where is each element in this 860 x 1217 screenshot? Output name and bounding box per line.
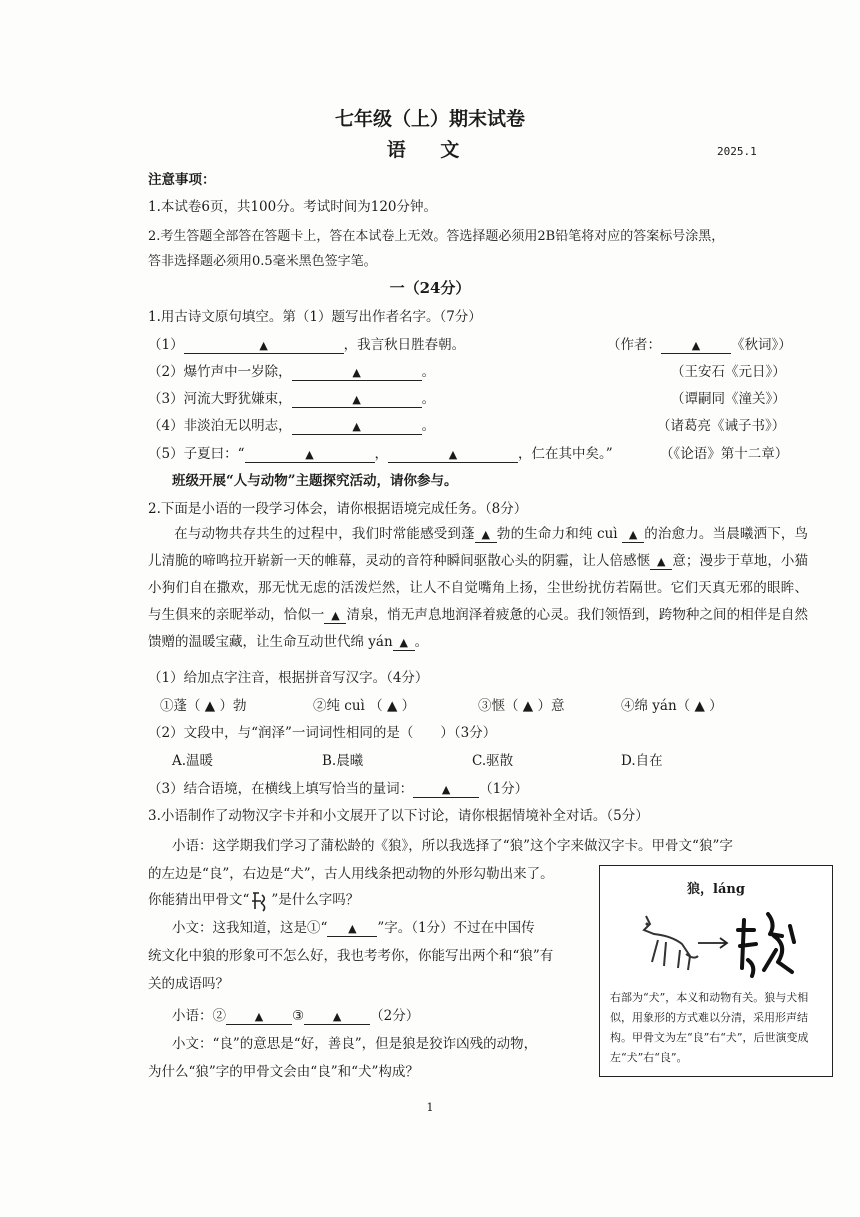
answer-blank[interactable]: ▲ [184, 337, 344, 354]
answer-blank[interactable]: ▲ [622, 526, 644, 543]
card-explanation: 右部为“犬”，本义和动物有关。狼与犬相似，用象形的方式难以分清，采用形声结构。甲骨文为左“良”右“犬”，后世演变成左“犬”右“良”。 [610, 991, 809, 1064]
answer-blank[interactable]: ▲ [413, 781, 479, 798]
q1-item-4: （4）非淡泊无以明志， ▲ 。 [148, 418, 436, 434]
q2-sub2: （2）文段中，与“润泽”一词词性相同的是（ ）（3分） [148, 725, 497, 741]
q3-line-8: 小文：“良”的意思是“好，善良”，但是狼是狡诈凶残的动物， [172, 1036, 538, 1052]
q3-line-5: 统文化中狼的形象可不怎么好，我也考考你，你能写出两个和“狼”有 [148, 948, 554, 964]
q2-sub1-item-1[interactable]: ①蓬（ ▲ ）勃 [160, 698, 247, 714]
q2-sub1: （1）给加点字注音，根据拼音写汉字。（4分） [148, 670, 429, 686]
answer-blank[interactable]: ▲ [388, 446, 518, 463]
section-heading: 一（24分） [389, 279, 471, 297]
q2-stem: 2.下面是小语的一段学习体会，请你根据语境完成任务。（8分） [148, 501, 528, 517]
q1-source-2: （王安石《元日》） [671, 364, 786, 380]
q3-line-1: 小语：这学期我们学习了蒲松龄的《狼》，所以我选择了“狼”这个字来做汉字卡。甲骨文“狼”字 [172, 838, 733, 854]
answer-blank[interactable]: ▲ [292, 364, 422, 381]
notes-item-1: 1.本试卷6页，共100分。考试时间为120分钟。 [148, 199, 438, 215]
q2-option-d[interactable]: D.自在 [621, 753, 663, 769]
q2-passage: 在与动物共存共生的过程中，我们时常能感受到蓬 ▲ 勃的生命力和纯 cuì ▲ 的治愈力。当晨曦洒下，鸟儿清脆的啼鸣拉开崭新一天的帷幕，灵动的音符种瞬间驱散心头的阴霾，让人倍感惬 ▲ 意；漫步于草地，小猫小狗们自在撒欢，那无忧无虑的活泼烂然，让人不自觉嘴角上扬，尘世纷扰仿若隔世。它们天真无邪的眼眸、与生俱来的亲昵举动，恰似一 ▲ 清泉，悄无声息地润泽着疲惫的心灵。我们领悟到，跨物种之间的相伴是自然馈赠的温暖宝藏，让生命互动世代绵 yán ▲ 。 [148, 526, 809, 650]
card-title: 狼，láng [687, 882, 745, 897]
answer-blank[interactable]: ▲ [393, 634, 415, 651]
answer-blank[interactable]: ▲ [327, 920, 377, 937]
notes-heading: 注意事项： [148, 172, 216, 188]
oracle-bone-wolf-icon [734, 906, 800, 982]
exam-subject: 语 文 [386, 139, 474, 161]
q1-source-1: （作者： ▲ 《秋词》） [607, 337, 792, 353]
q1-source-5: （《论语》第十二章） [660, 446, 789, 462]
q3-line-6: 关的成语吗？ [148, 976, 229, 992]
author-blank[interactable]: ▲ [661, 337, 731, 354]
arrow-icon [696, 936, 732, 950]
q3-line-4: 小文：这我知道，这是①“ ▲ ”字。（1分）不过在中国传 [172, 920, 535, 936]
oracle-glyph-icon [249, 889, 271, 913]
q1-item-2: （2）爆竹声中一岁除， ▲ 。 [148, 364, 436, 380]
notes-item-2a: 2.考生答题全部答在答题卡上，答在本试卷上无效。答选择题必须用2B铅笔将对应的答案标号涂黑， [148, 229, 725, 244]
exam-date: 2025.1 [717, 145, 757, 158]
q2-option-a[interactable]: A.温暖 [172, 753, 214, 769]
q3-line-9: 为什么“狼”字的甲骨文会由“良”和“犬”构成？ [148, 1064, 419, 1080]
q1-stem: 1.用古诗文原句填空。第（1）题写出作者名字。（7分） [148, 309, 482, 325]
q2-sub1-item-3[interactable]: ③惬（ ▲ ）意 [478, 698, 565, 714]
q3-line-2: 的左边是“良”，右边是“犬”，古人用线条把动物的外形勾勒出来了。 [148, 866, 554, 882]
character-card [599, 865, 833, 1077]
q2-sub1-item-4[interactable]: ④绵 yán（ ▲ ） [621, 698, 723, 714]
page-number: 1 [426, 1101, 434, 1114]
q2-sub3: （3）结合语境，在横线上填写恰当的量词： ▲ （1分） [148, 781, 529, 797]
wolf-drawing-icon [628, 910, 700, 980]
q1-item-5: （5）子夏曰：“ ▲ ， ▲ ，仁在其中矣。” [148, 446, 613, 462]
q1-source-4: （诸葛亮《诫子书》） [657, 418, 786, 434]
answer-blank[interactable]: ▲ [650, 553, 672, 570]
q1-item-1: （1） ▲ ，我言秋日胜春朝。 [148, 337, 466, 353]
q2-option-c[interactable]: C.驱散 [472, 753, 514, 769]
exam-title: 七年级（上）期末试卷 [334, 108, 525, 130]
q3-stem: 3.小语制作了动物汉字卡并和小文展开了以下讨论，请你根据情境补全对话。（5分） [148, 808, 649, 824]
q3-line-7: 小语：② ▲ ③ ▲ （2分） [172, 1008, 420, 1024]
q1-source-3: （谭嗣同《潼关》） [671, 391, 786, 407]
answer-blank[interactable]: ▲ [292, 418, 422, 435]
answer-blank[interactable]: ▲ [475, 526, 497, 543]
answer-blank[interactable]: ▲ [226, 1008, 292, 1025]
answer-blank[interactable]: ▲ [304, 1008, 370, 1025]
notes-item-2b: 答非选择题必须用0.5毫米黑色签字笔。 [148, 254, 377, 269]
q3-line-3: 你能猜出甲骨文“ ”是什么字吗？ [148, 888, 359, 913]
q1-item-3: （3）河流大野犹嫌束， ▲ 。 [148, 391, 436, 407]
answer-blank[interactable]: ▲ [292, 391, 422, 408]
answer-blank[interactable]: ▲ [324, 607, 346, 624]
q2-option-b[interactable]: B.晨曦 [322, 753, 364, 769]
activity-intro: 班级开展“人与动物”主题探究活动，请你参与。 [172, 473, 458, 489]
q2-sub1-item-2[interactable]: ②纯 cuì （ ▲ ） [313, 698, 416, 714]
answer-blank[interactable]: ▲ [245, 446, 375, 463]
